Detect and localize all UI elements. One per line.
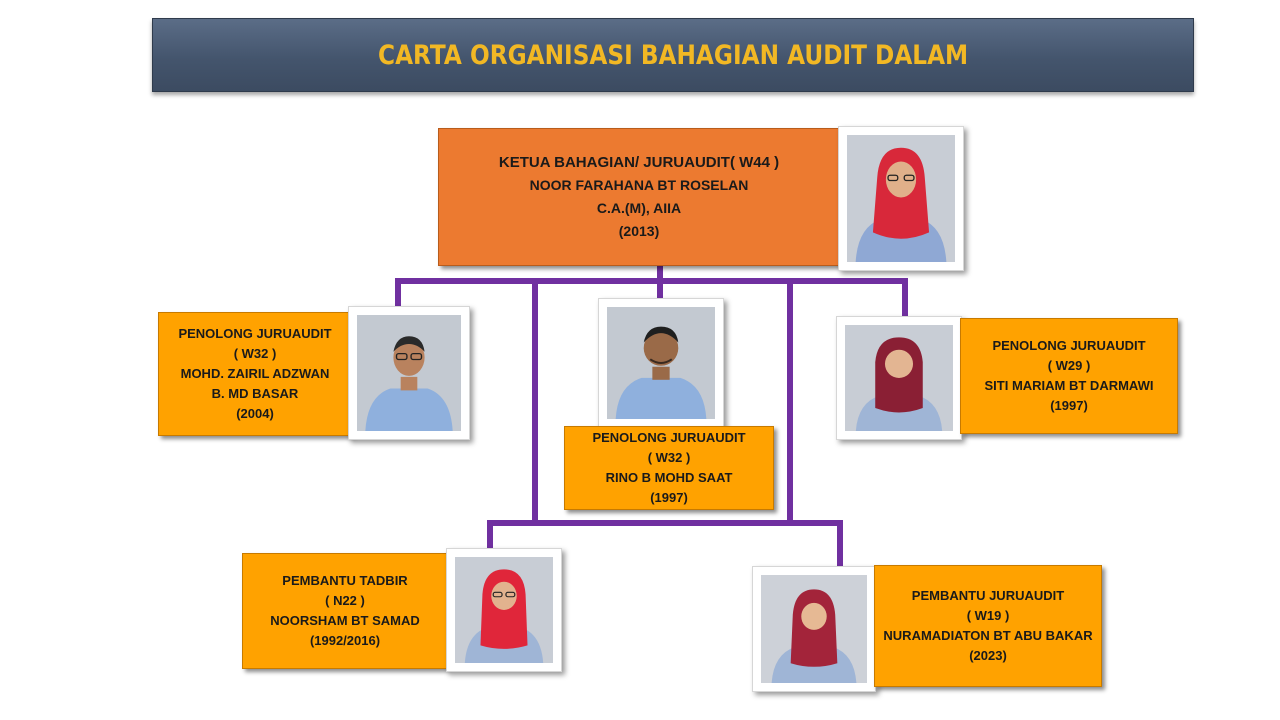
audit-assistant-grade: ( W19 ) xyxy=(966,608,1010,623)
head-role: KETUA BAHAGIAN/ JURUAUDIT( W44 ) xyxy=(498,154,780,171)
node-assistant-left xyxy=(158,312,352,436)
assistant-left-role: PENOLONG JURUAUDIT xyxy=(178,326,332,341)
assistant-center-role: PENOLONG JURUAUDIT xyxy=(592,430,746,445)
assistant-left-photo xyxy=(348,306,470,440)
head-photo xyxy=(838,126,964,271)
person-hijab-maroon-icon xyxy=(845,325,953,431)
assistant-left-year: (2004) xyxy=(236,406,274,421)
node-assistant-right xyxy=(960,318,1178,434)
audit-assistant-photo xyxy=(752,566,876,692)
assistant-center-name: RINO B MOHD SAAT xyxy=(605,470,733,485)
assistant-right-grade: ( W29 ) xyxy=(1047,358,1091,373)
admin-assistant-photo xyxy=(446,548,562,672)
assistant-right-photo xyxy=(836,316,962,440)
admin-assistant-role: PEMBANTU TADBIR xyxy=(282,573,408,588)
node-head xyxy=(438,128,840,266)
person-hijab-maroon-icon xyxy=(761,575,867,683)
head-credentials: C.A.(M), AIIA xyxy=(596,200,682,216)
node-admin-assistant xyxy=(242,553,448,669)
page-title: CARTA ORGANISASI BAHAGIAN AUDIT DALAM xyxy=(377,39,969,71)
assistant-left-name-2: B. MD BASAR xyxy=(211,386,299,401)
assistant-center-grade: ( W32 ) xyxy=(647,450,691,465)
assistant-center-year: (1997) xyxy=(650,490,688,505)
assistant-left-name-1: MOHD. ZAIRIL ADZWAN xyxy=(180,366,330,381)
audit-assistant-name: NURAMADIATON BT ABU BAKAR xyxy=(883,628,1093,643)
node-audit-assistant xyxy=(874,565,1102,687)
assistant-center-photo xyxy=(598,298,724,428)
admin-assistant-year: (1992/2016) xyxy=(309,633,381,648)
node-assistant-center xyxy=(564,426,774,510)
person-hijab-red-icon xyxy=(847,135,955,262)
admin-assistant-name: NOORSHAM BT SAMAD xyxy=(270,613,420,628)
person-hijab-red-icon xyxy=(455,557,553,663)
head-name: NOOR FARAHANA BT ROSELAN xyxy=(529,177,749,193)
assistant-left-grade: ( W32 ) xyxy=(233,346,277,361)
audit-assistant-role: PEMBANTU JURUAUDIT xyxy=(911,588,1065,603)
head-year: (2013) xyxy=(618,223,660,239)
assistant-right-year: (1997) xyxy=(1050,398,1088,413)
person-man-icon xyxy=(607,307,715,419)
audit-assistant-year: (2023) xyxy=(969,648,1007,663)
person-man-glasses-icon xyxy=(357,315,461,431)
assistant-right-name: SITI MARIAM BT DARMAWI xyxy=(984,378,1154,393)
admin-assistant-grade: ( N22 ) xyxy=(325,593,365,608)
assistant-right-role: PENOLONG JURUAUDIT xyxy=(992,338,1146,353)
